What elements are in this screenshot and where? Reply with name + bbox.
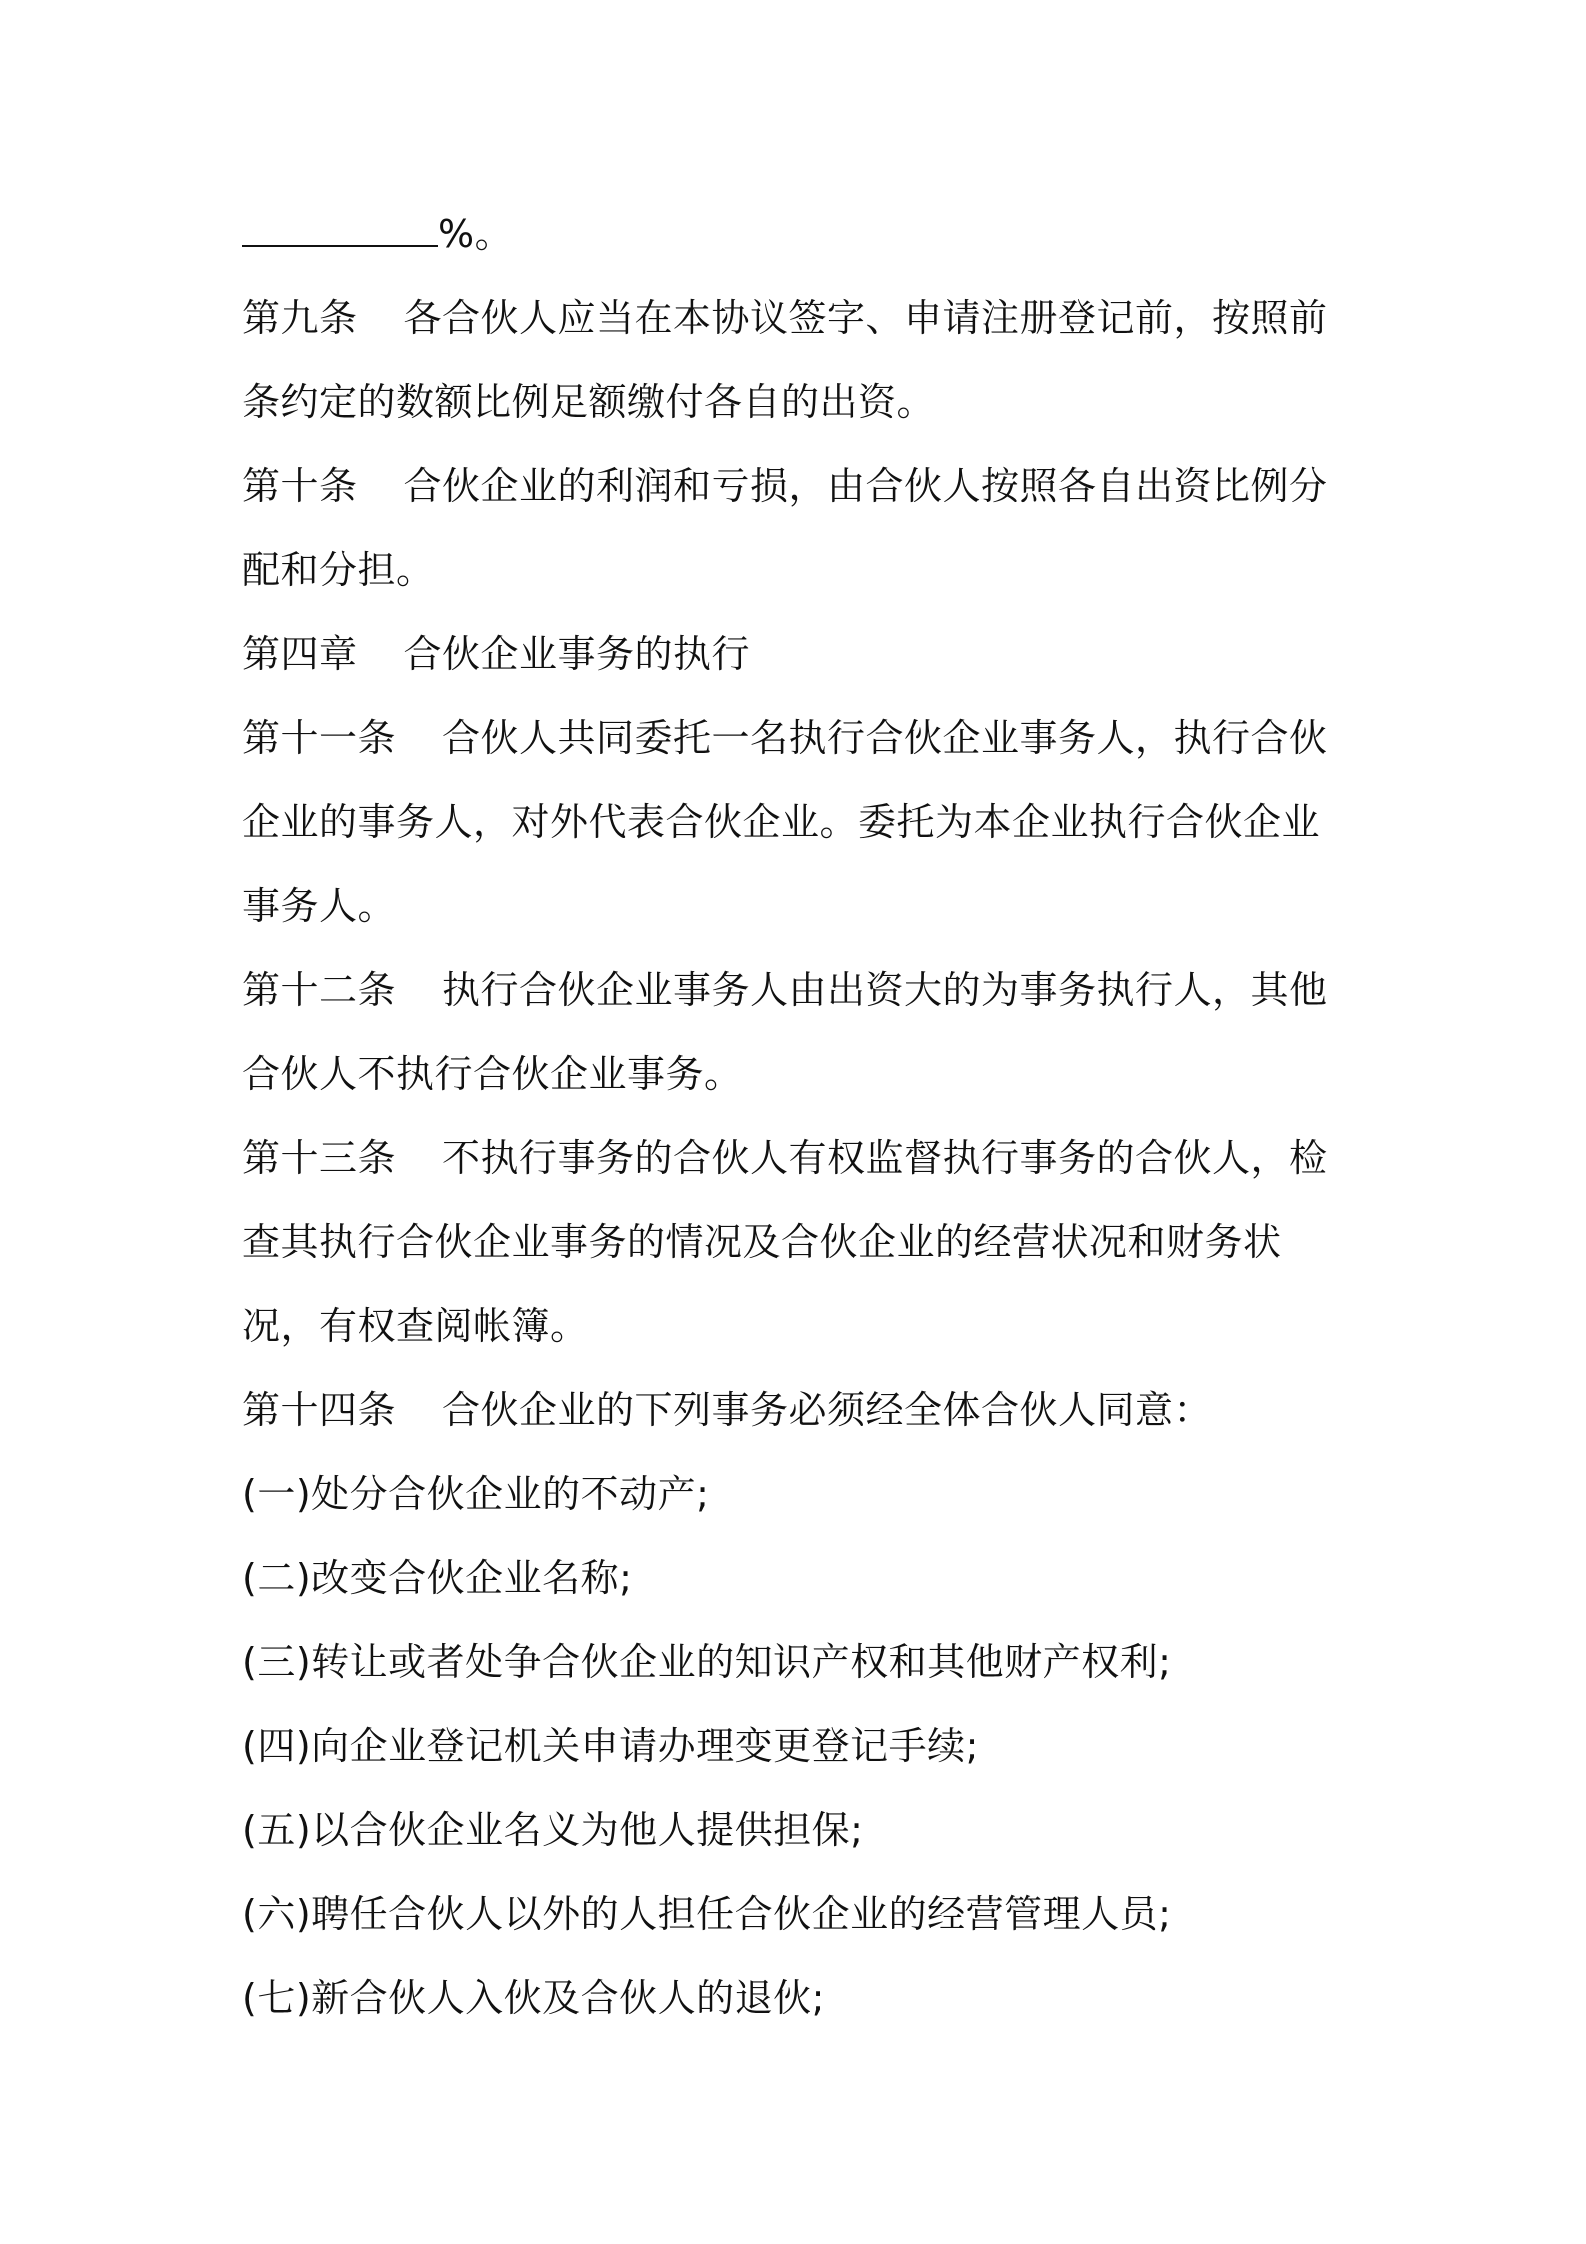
text-line xyxy=(242,696,1362,780)
text-line xyxy=(242,1116,1362,1200)
text-line xyxy=(242,1872,1362,1956)
text-line xyxy=(242,360,1362,444)
blank-underline xyxy=(242,209,438,247)
blank-percent-line xyxy=(242,192,1362,276)
text-line xyxy=(242,864,1362,948)
text-line xyxy=(242,528,1362,612)
line-text: 执行合伙企业事务人由出资大的为事务执行人，其他 xyxy=(442,968,1328,1012)
line-text: 查其执行合伙企业事务的情况及合伙企业的经营状况和财务状 xyxy=(242,1220,1282,1264)
text-line xyxy=(242,444,1362,528)
line-text: 条约定的数额比例足额缴付各自的出资。 xyxy=(242,380,936,424)
text-line xyxy=(242,276,1362,360)
line-text: (七)新合伙人入伙及合伙人的退伙; xyxy=(242,1976,825,2020)
text-line xyxy=(242,1620,1362,1704)
line-text: (二)改变合伙企业名称; xyxy=(242,1556,633,1600)
text-line xyxy=(242,1032,1362,1116)
line-text: 各合伙人应当在本协议签字、申请注册登记前，按照前 xyxy=(403,296,1328,340)
text-line xyxy=(242,780,1362,864)
text-line xyxy=(242,948,1362,1032)
line-text: (一)处分合伙企业的不动产; xyxy=(242,1472,710,1516)
document-body xyxy=(242,192,1362,2040)
article-heading: 第十二条 xyxy=(242,968,397,1012)
line-text: (四)向企业登记机关申请办理变更登记手续; xyxy=(242,1724,979,1768)
percent-suffix: %。 xyxy=(438,212,514,256)
article-heading: 第十三条 xyxy=(242,1136,397,1180)
text-line xyxy=(242,1788,1362,1872)
text-line xyxy=(242,1368,1362,1452)
line-text: 不执行事务的合伙人有权监督执行事务的合伙人，检 xyxy=(442,1136,1328,1180)
line-text: 事务人。 xyxy=(242,884,397,928)
line-text: 企业的事务人，对外代表合伙企业。委托为本企业执行合伙企业 xyxy=(242,800,1321,844)
line-text: 合伙企业的利润和亏损，由合伙人按照各自出资比例分 xyxy=(403,464,1328,508)
article-heading: 第十条 xyxy=(242,464,358,508)
line-text: (五)以合伙企业名义为他人提供担保; xyxy=(242,1808,864,1852)
line-text: 况，有权查阅帐簿。 xyxy=(242,1304,589,1348)
line-text: 配和分担。 xyxy=(242,548,435,592)
line-text: 合伙企业事务的执行 xyxy=(403,632,751,676)
article-heading: 第九条 xyxy=(242,296,358,340)
text-line xyxy=(242,1284,1362,1368)
article-heading: 第十四条 xyxy=(242,1388,397,1432)
text-line xyxy=(242,1452,1362,1536)
line-text: 合伙人共同委托一名执行合伙企业事务人，执行合伙 xyxy=(442,716,1328,760)
line-text: (六)聘任合伙人以外的人担任合伙企业的经营管理人员; xyxy=(242,1892,1172,1936)
line-text: 合伙人不执行合伙企业事务。 xyxy=(242,1052,743,1096)
text-line xyxy=(242,1704,1362,1788)
line-text: 合伙企业的下列事务必须经全体合伙人同意： xyxy=(442,1388,1213,1432)
text-line xyxy=(242,1956,1362,2040)
article-heading: 第四章 xyxy=(242,632,358,676)
text-line xyxy=(242,1536,1362,1620)
text-lines xyxy=(242,276,1362,2040)
article-heading: 第十一条 xyxy=(242,716,397,760)
line-text: (三)转让或者处争合伙企业的知识产权和其他财产权利; xyxy=(242,1640,1172,1684)
text-line xyxy=(242,612,1362,696)
text-line xyxy=(242,1200,1362,1284)
